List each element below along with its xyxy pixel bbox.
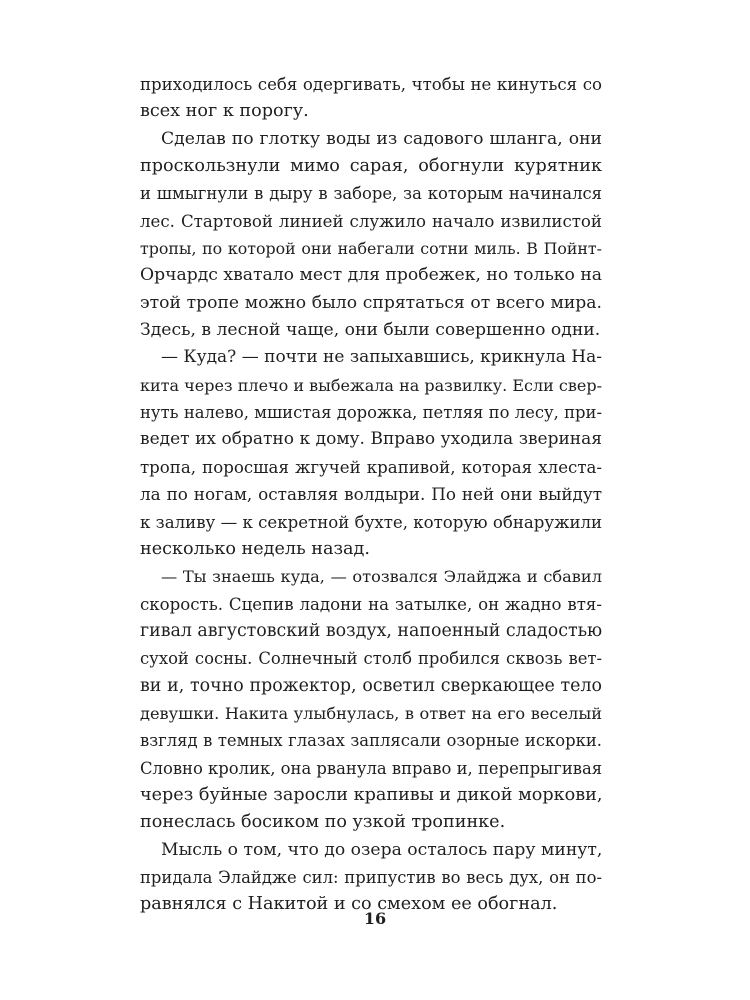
text-line: взгляд в темных глазах заплясали озорные искорки.: [140, 731, 602, 751]
text-line: Сделав по глотку воды из садового шланга, они: [161, 128, 602, 149]
text-line: гивал августовский воздух, напоенный сладостью: [140, 620, 603, 641]
text-line: лес. Стартовой линией служило начало извилистой: [140, 211, 602, 231]
text-line: ви и, точно прожектор, осветил сверкающее тело: [140, 675, 602, 696]
text-line: ведет их обратно к дому. Вправо уходила звериная: [140, 429, 602, 450]
page-number: 16: [363, 909, 387, 928]
text-line: сухой сосны. Солнечный столб пробился сквозь вет-: [140, 649, 602, 669]
text-line: этой тропе можно было спрятаться от всего мира.: [140, 292, 602, 313]
text-line: — Ты знаешь куда, — отозвался Элайджа и сбавил: [161, 567, 602, 587]
text-line: Здесь, в лесной чаще, они были совершенно одни.: [140, 320, 601, 341]
body-text: [140, 71, 602, 919]
text-line: равнялся с Накитой и со смехом ее обогнал.: [140, 894, 558, 915]
text-line: понеслась босиком по узкой тропинке.: [140, 812, 506, 833]
text-line: к заливу — к секретной бухте, которую обнаружили: [140, 512, 603, 532]
text-line: Орчардс хватало мест для пробежек, но только на: [140, 265, 603, 286]
text-line: Словно кролик, она рванула вправо и, перепрыгивая: [140, 758, 603, 778]
text-line: — Куда? — почти не запыхавшись, крикнула На-: [161, 347, 602, 368]
text-line: кита через плечо и выбежала на развилку. Если свер-: [140, 375, 602, 395]
text-line: Мысль о том, что до озера осталось пару минут,: [161, 839, 603, 860]
text-line: всех ног к порогу.: [140, 101, 309, 122]
text-line: несколько недель назад.: [140, 538, 370, 559]
text-line: проскользнули мимо сарая, обогнули курятник: [140, 156, 602, 177]
text-line: ла по ногам, оставляя волдыри. По ней они выйдут: [140, 484, 602, 505]
text-line: приходилось себя одергивать, чтобы не кинуться со: [140, 75, 602, 94]
text-line: скорость. Сцепив ладони на затылке, он жадно втя-: [140, 594, 602, 614]
text-line: тропа, поросшая жгучей крапивой, которая хлеста-: [140, 457, 602, 477]
text-line: через буйные заросли крапивы и дикой моркови,: [140, 784, 603, 805]
text-line: девушки. Накита улыбнулась, в ответ на его веселый: [140, 703, 602, 723]
text-line: и шмыгнули в дыру в заборе, за которым начинался: [140, 184, 602, 204]
text-line: придала Элайдже сил: припустив во весь дух, он по-: [140, 867, 602, 887]
text-line: тропы, по которой они набегали сотни миль. В Пойнт-: [140, 239, 602, 259]
text-line: нуть налево, мшистая дорожка, петляя по лесу, при-: [140, 403, 602, 423]
